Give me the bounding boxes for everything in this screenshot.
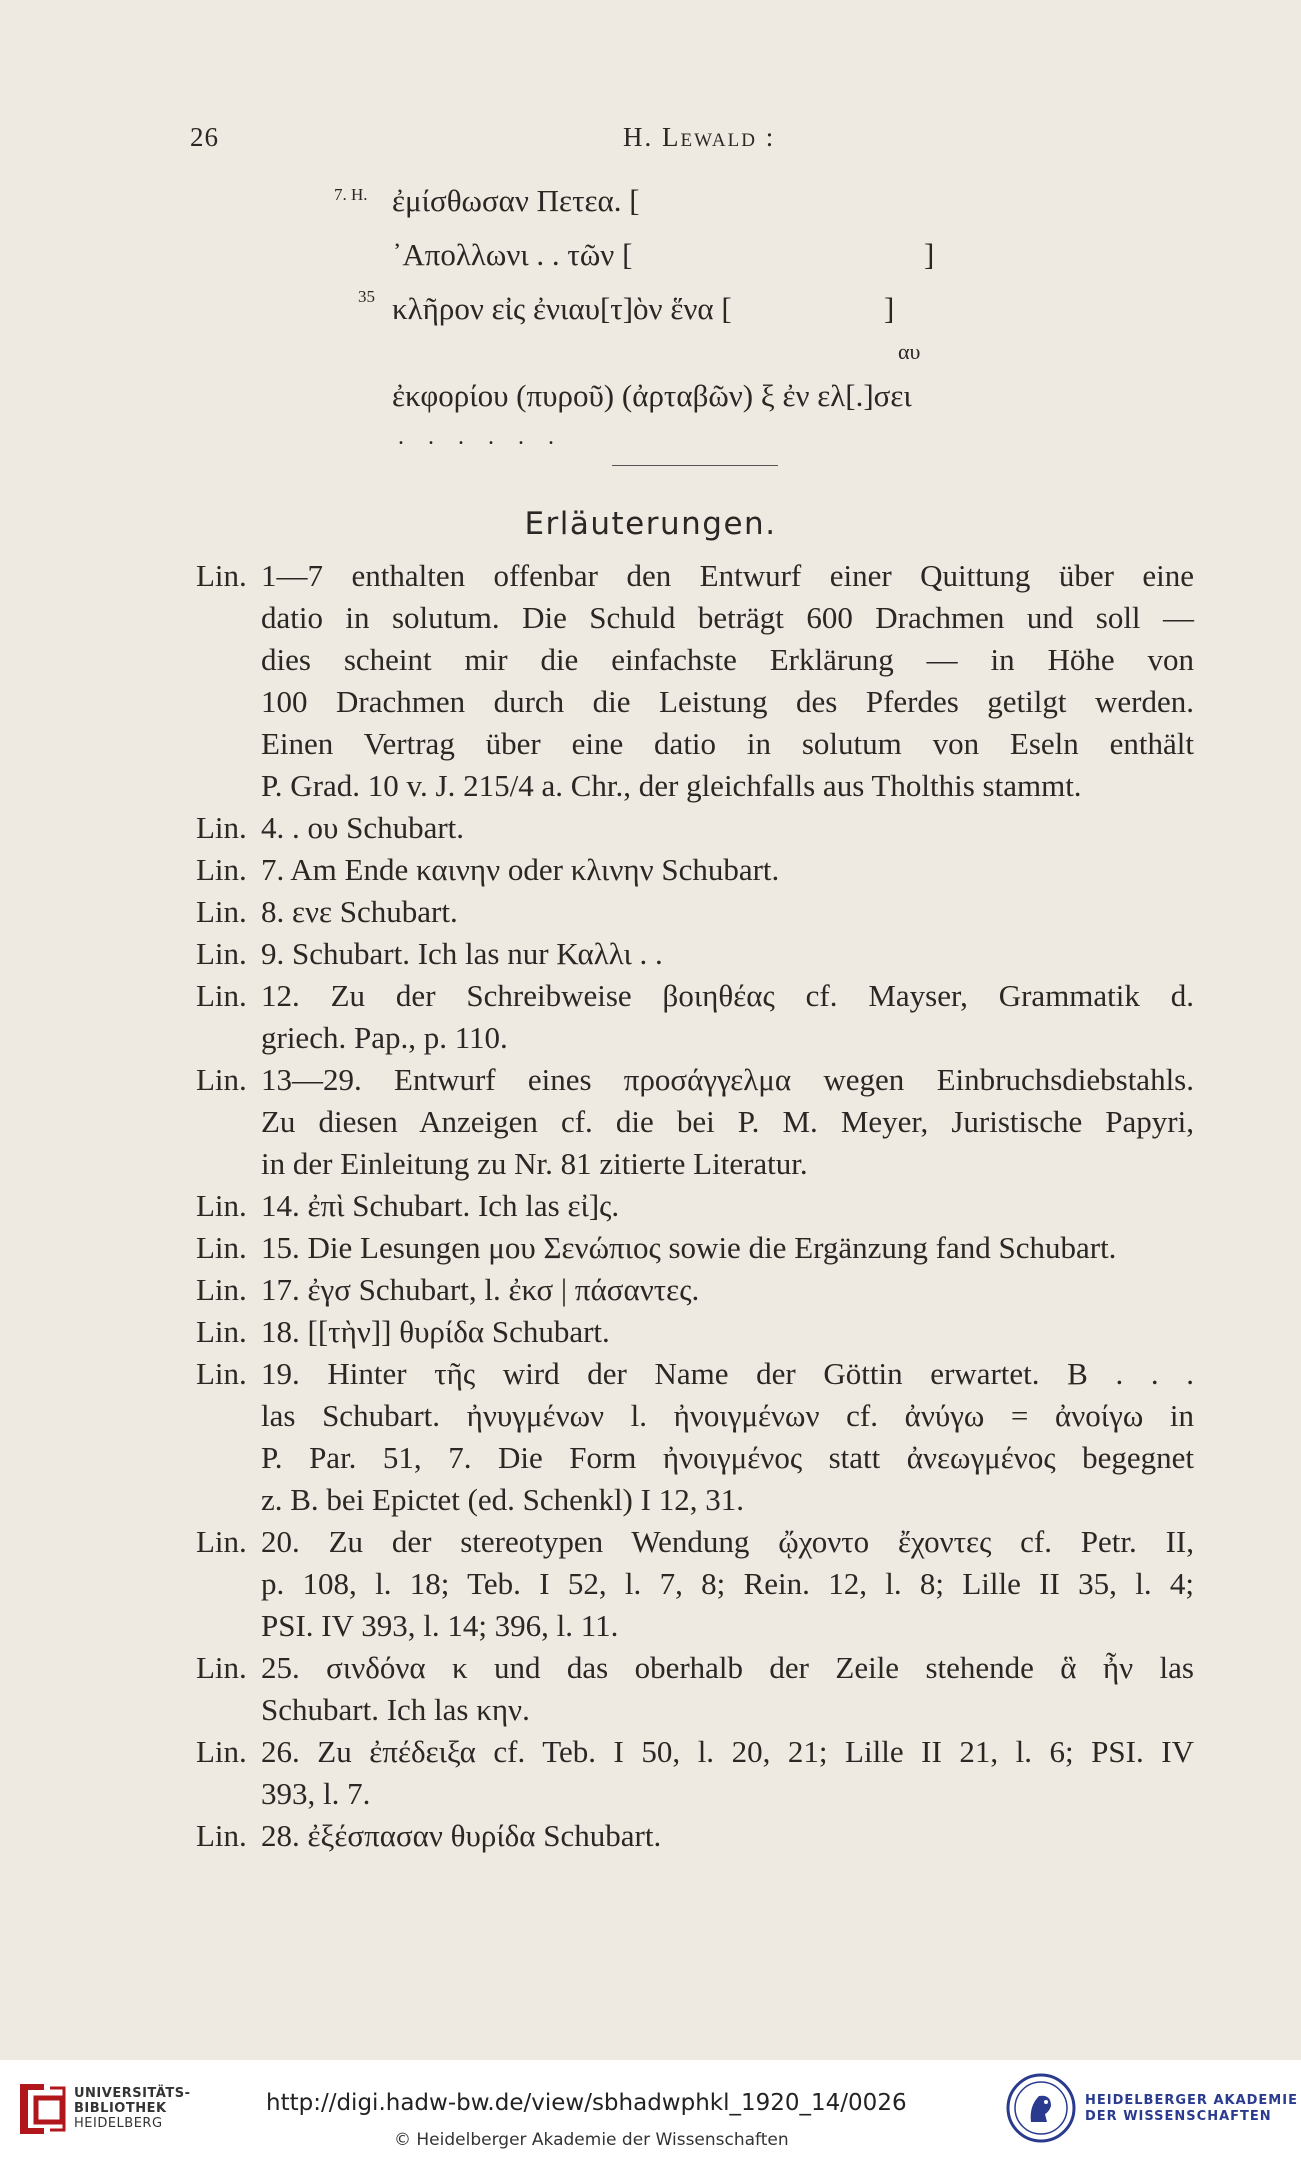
- note-line: 20. Zu der stereotypen Wendung ᾤχοντο ἔχοντες cf. Petr. II,: [261, 1524, 1194, 1559]
- note-line: 100 Drachmen durch die Leistung des Pferdes getilgt werden.: [261, 684, 1194, 719]
- greek-superscript: αυ: [898, 339, 921, 364]
- source-url-link[interactable]: http://digi.hadw-bw.de/view/sbhadwphkl_1920_14/0026: [266, 2090, 907, 2116]
- note-label: Lin.: [196, 1188, 247, 1223]
- running-header: [190, 122, 1181, 158]
- note-entry: [196, 1059, 1194, 1185]
- note-line: griech. Pap., p. 110.: [261, 1020, 508, 1055]
- note-line: P. Par. 51, 7. Die Form ἠνοιγμένος statt ἀνεωγμένος begegnet: [261, 1440, 1194, 1475]
- note-label: Lin.: [196, 1524, 247, 1559]
- note-entry: [196, 807, 1194, 849]
- note-label: Lin.: [196, 936, 247, 971]
- academy-name: HEIDELBERGER AKADEMIE DER WISSENSCHAFTEN: [1085, 2093, 1298, 2124]
- note-label: Lin.: [196, 894, 247, 929]
- note-label: Lin.: [196, 978, 247, 1013]
- note-line: las Schubart. ἠνυγμένων l. ἠνοιγμένων cf. ἀνύγω = ἀνοίγω in: [261, 1398, 1194, 1433]
- greek-line-3-bracket: ]: [884, 291, 895, 326]
- note-line: 8. ενε Schubart.: [261, 894, 458, 929]
- footer-bar: [0, 2060, 1301, 2157]
- note-line: Zu diesen Anzeigen cf. die bei P. M. Meyer, Juristische Papyri,: [261, 1104, 1194, 1139]
- note-line: 7. Am Ende καινην oder κλινην Schubart.: [261, 852, 780, 887]
- note-line: 17. ἐγσ Schubart, l. ἐκσ | πάσαντες.: [261, 1272, 700, 1307]
- greek-line-3: κλῆρον εἰς ἐνιαυ[τ]ὸν ἕνα [: [392, 291, 732, 326]
- note-label: Lin.: [196, 1356, 247, 1391]
- note-line: in der Einleitung zu Nr. 81 zitierte Literatur.: [261, 1146, 808, 1181]
- note-label: Lin.: [196, 1314, 247, 1349]
- note-label: Lin.: [196, 1230, 247, 1265]
- running-title: H. Lewald :: [623, 122, 776, 152]
- note-label: Lin.: [196, 558, 247, 593]
- greek-line-2: ᾿Απολλωνι . . τῶν [: [392, 237, 633, 272]
- note-entry: [196, 975, 1194, 1059]
- note-entry: [196, 1269, 1194, 1311]
- academy-seal-icon: [1005, 2072, 1077, 2144]
- note-entry: [196, 933, 1194, 975]
- copyright-notice: © Heidelberger Akademie der Wissenschaften: [394, 2130, 789, 2150]
- note-line: dies scheint mir die einfachste Erklärung — in Höhe von: [261, 642, 1194, 677]
- note-entry: [196, 891, 1194, 933]
- note-line: P. Grad. 10 v. J. 215/4 a. Chr., der gleichfalls aus Tholthis stammt.: [261, 768, 1082, 803]
- note-label: Lin.: [196, 1650, 247, 1685]
- note-entry: [196, 1815, 1194, 1857]
- note-line: 9. Schubart. Ich las nur Καλλι . .: [261, 936, 663, 971]
- greek-line-4: ἐκφορίου (πυροῦ) (ἀρταβῶν) ξ ἐν ελ[.]σει: [392, 378, 912, 413]
- section-heading: Erläuterungen.: [524, 506, 777, 542]
- note-entry: [196, 1731, 1194, 1815]
- note-entry: [196, 1311, 1194, 1353]
- note-label: Lin.: [196, 810, 247, 845]
- section-divider: [612, 465, 778, 466]
- note-line: PSI. IV 393, l. 14; 396, l. 11.: [261, 1608, 619, 1643]
- note-label: Lin.: [196, 1062, 247, 1097]
- greek-line-2-bracket: ]: [924, 237, 935, 272]
- greek-ellipsis: . . . . . .: [398, 424, 563, 450]
- note-entry: [196, 1185, 1194, 1227]
- note-line: 12. Zu der Schreibweise βοιηθέας cf. Mayser, Grammatik d.: [261, 978, 1194, 1013]
- note-label: Lin.: [196, 1272, 247, 1307]
- note-label: Lin.: [196, 1818, 247, 1853]
- page-number: 26: [190, 122, 219, 152]
- greek-line-1: ἐμίσθωσαν Πετεα. [: [392, 183, 640, 218]
- university-library-logo: [14, 2078, 70, 2140]
- note-entry: [196, 1353, 1194, 1521]
- note-entry: [196, 849, 1194, 891]
- note-label: Lin.: [196, 1734, 247, 1769]
- note-entry: [196, 1647, 1194, 1731]
- note-line: 28. ἐξέσπασαν θυρίδα Schubart.: [261, 1818, 662, 1853]
- note-line: 393, l. 7.: [261, 1776, 371, 1811]
- line-number-7h: 7. H.: [334, 185, 368, 204]
- note-line: 13—29. Entwurf eines προσάγγελμα wegen Einbruchsdiebstahls.: [261, 1062, 1194, 1097]
- note-line: 19. Hinter τῆς wird der Name der Göttin erwartet. Β . . .: [261, 1356, 1194, 1391]
- note-line: datio in solutum. Die Schuld beträgt 600 Drachmen und soll —: [261, 600, 1194, 635]
- note-line: 25. σινδόνα κ und das oberhalb der Zeile stehende ἃ ἦν las: [261, 1650, 1194, 1685]
- note-line: 4. . ου Schubart.: [261, 810, 465, 845]
- note-line: 14. ἐπὶ Schubart. Ich las εἰ]ς.: [261, 1188, 620, 1223]
- note-entry: [196, 555, 1194, 807]
- note-line: p. 108, l. 18; Teb. I 52, l. 7, 8; Rein. 12, l. 8; Lille II 35, l. 4;: [261, 1566, 1194, 1601]
- note-line: 18. [[τὴν]] θυρίδα Schubart.: [261, 1314, 610, 1349]
- note-entry: [196, 1227, 1194, 1269]
- note-entry: [196, 1521, 1194, 1647]
- note-line: 26. Zu ἐπέδειξα cf. Teb. I 50, l. 20, 21; Lille II 21, l. 6; PSI. IV: [261, 1734, 1194, 1769]
- note-label: Lin.: [196, 852, 247, 887]
- note-line: Schubart. Ich las κην.: [261, 1692, 530, 1727]
- university-library-name: UNIVERSITÄTS- BIBLIOTHEK HEIDELBERG: [74, 2086, 191, 2131]
- note-line: 1—7 enthalten offenbar den Entwurf einer Quittung über eine: [261, 558, 1194, 593]
- note-line: 15. Die Lesungen μου Σενώπιος sowie die Ergänzung fand Schubart.: [261, 1230, 1117, 1265]
- line-number-35: 35: [358, 287, 375, 306]
- note-line: Einen Vertrag über eine datio in solutum von Eseln enthält: [261, 726, 1194, 761]
- note-line: z. B. bei Epictet (ed. Schenkl) I 12, 31.: [261, 1482, 744, 1517]
